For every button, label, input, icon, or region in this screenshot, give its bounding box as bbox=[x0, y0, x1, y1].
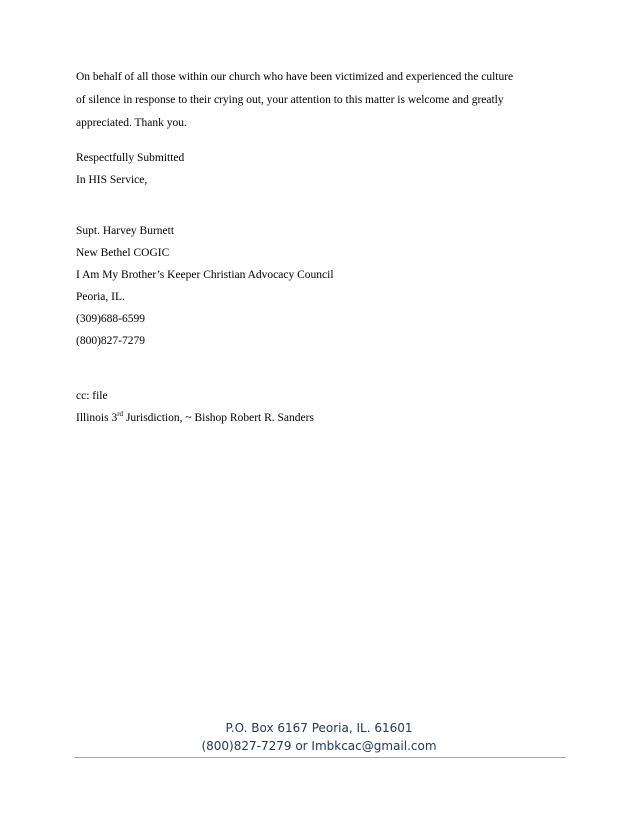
signer-organization: I Am My Brother’s Keeper Christian Advocacy Council bbox=[76, 269, 334, 281]
closing-paragraph bbox=[76, 66, 566, 135]
valediction-line: In HIS Service, bbox=[76, 174, 148, 186]
valediction bbox=[76, 147, 566, 191]
paragraph-line: appreciated. Thank you. bbox=[76, 117, 187, 129]
cc-recipient-suffix: Jurisdiction, ~ Bishop Robert R. Sanders bbox=[123, 412, 314, 424]
signature-block bbox=[76, 220, 566, 352]
cc-recipient bbox=[76, 407, 566, 429]
paragraph-line: of silence in response to their crying out, your attention to this matter is welcome and greatly bbox=[76, 94, 504, 106]
signer-name: Supt. Harvey Burnett bbox=[76, 225, 175, 237]
signer-church: New Bethel COGIC bbox=[76, 247, 170, 259]
signer-city: Peoria, IL. bbox=[76, 291, 125, 303]
footer-address: P.O. Box 6167 Peoria, IL. 61601 bbox=[225, 721, 413, 735]
cc-recipient-prefix: Illinois 3 bbox=[76, 412, 118, 424]
cc-block bbox=[76, 385, 566, 429]
ordinal-suffix: rd bbox=[117, 410, 124, 419]
valediction-line: Respectfully Submitted bbox=[76, 152, 185, 164]
paragraph-line: On behalf of all those within our church who have been victimized and experienced the culture bbox=[76, 71, 514, 83]
footer-contact: (800)827-7279 or Imbkcac@gmail.com bbox=[201, 739, 437, 753]
page-footer bbox=[0, 719, 638, 755]
footer-divider bbox=[74, 757, 566, 758]
signer-phone: (309)688-6599 bbox=[76, 313, 145, 325]
cc-line: cc: file bbox=[76, 390, 108, 402]
signer-phone: (800)827-7279 bbox=[76, 335, 145, 347]
